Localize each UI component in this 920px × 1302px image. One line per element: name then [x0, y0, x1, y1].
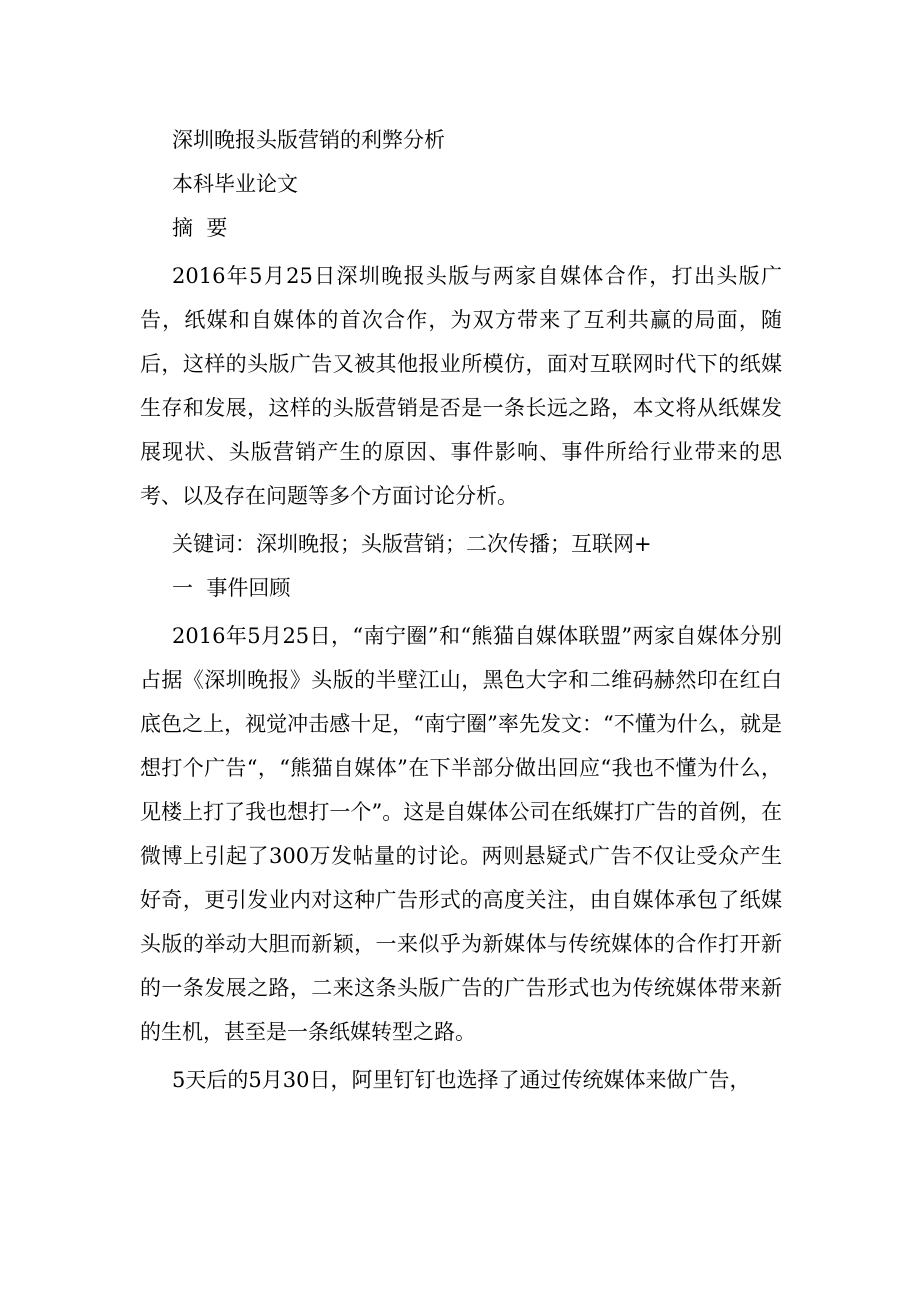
- document-subtitle: 本科毕业论文: [172, 172, 298, 196]
- document-title: 深圳晚报头版营销的利弊分析: [172, 128, 445, 152]
- abstract-heading: 摘 要: [172, 216, 228, 240]
- section-1-paragraph-1: 2016年5月25日，“南宁圈”和“熊猫自媒体联盟”两家自媒体分别占据《深圳晚报》头版的半壁江山，黑色大字和二维码赫然印在红白底色之上，视觉冲击感十足，“南宁圈”率先发文：“不懂为什么，就是想打个广告“，“熊猫自媒体”在下半部分做出回应“我也不懂为什么，见楼上打了我也想打一个”。这是自媒体公司在纸媒打广告的首例，在微博上引起了300万发帖量的讨论。两则悬疑式广告不仅让受众产生好奇，更引发业内对这种广告形式的高度关注，由自媒体承包了纸媒头版的举动大胆而新颖，一来似乎为新媒体与传统媒体的合作打开新的一条发展之路，二来这条头版广告的广告形式也为传统媒体带来新的生机，甚至是一条纸媒转型之路。: [140, 624, 782, 1044]
- document-body: [140, 118, 782, 1102]
- section-1-paragraph-2: 5天后的5月30日，阿里钉钉也选择了通过传统媒体来做广告，: [172, 1068, 751, 1092]
- keywords-line: 关键词：深圳晚报；头版营销；二次传播；互联网+: [172, 532, 652, 556]
- section-1-heading: 一 事件回顾: [172, 576, 291, 600]
- abstract-paragraph: 2016年5月25日深圳晚报头版与两家自媒体合作，打出头版广告，纸媒和自媒体的首次合作，为双方带来了互利共赢的局面，随后，这样的头版广告又被其他报业所模仿，面对互联网时代下的纸媒生存和发展，这样的头版营销是否是一条长远之路，本文将从纸媒发展现状、头版营销产生的原因、事件影响、事件所给行业带来的思考、以及存在问题等多个方面讨论分析。: [140, 264, 782, 508]
